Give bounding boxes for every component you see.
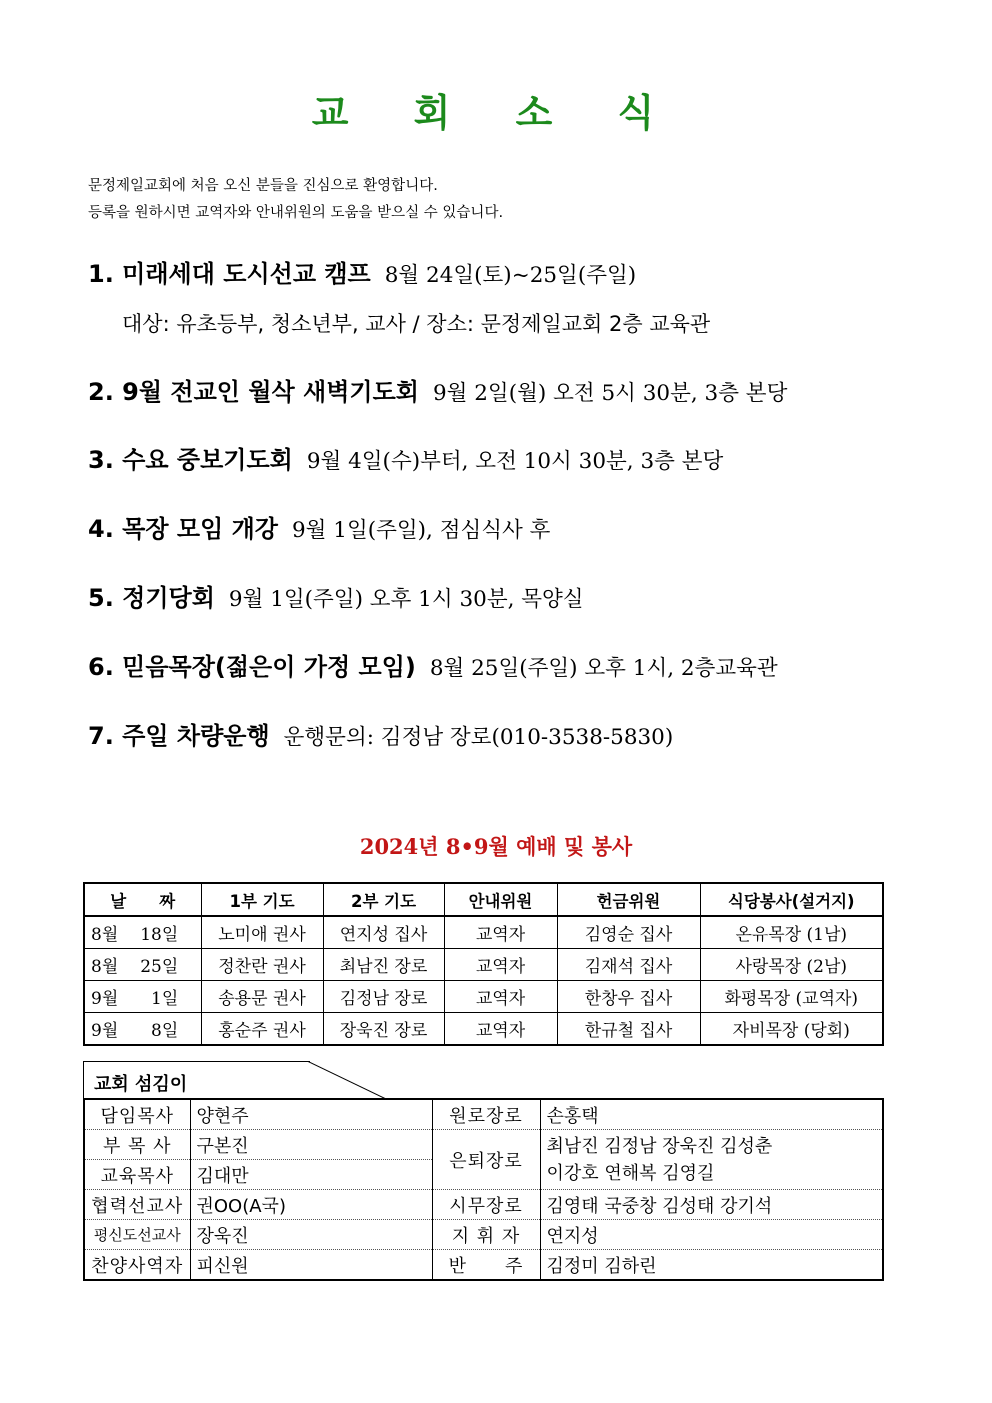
news-subline: 대상: 유초등부, 청소년부, 교사 / 장소: 문정제일교회 2층 교육관: [122, 312, 711, 336]
news-detail: 9월 4일(수)부터, 오전 10시 30분, 3층 본당: [306, 449, 724, 474]
news-item: [88, 578, 584, 613]
staff-name: 장욱진: [190, 1220, 432, 1250]
news-heading: 4. 목장 모임 개강: [88, 515, 278, 543]
news-item: [88, 509, 550, 544]
column-header: 헌금위원: [557, 883, 700, 916]
staff-name: 김영태 국중창 김성태 강기석: [540, 1190, 883, 1220]
column-header: 1부 기도: [201, 883, 323, 916]
kitchen-cell: 온유목장 (1남): [700, 916, 883, 949]
staff-role-label: 반 주: [432, 1250, 540, 1281]
prayer2-cell: 장욱진 장로: [323, 1013, 444, 1046]
news-item: [88, 372, 787, 407]
staff-name: 손홍택: [540, 1099, 883, 1130]
news-heading: 7. 주일 차량운행: [88, 722, 270, 750]
usher-cell: 교역자: [444, 949, 557, 981]
date-cell: 8월 25일: [84, 949, 201, 981]
staff-row: [84, 1220, 883, 1250]
news-heading: 2. 9월 전교인 월삭 새벽기도회: [88, 378, 419, 406]
staff-role-label: 부 목 사: [84, 1130, 190, 1160]
usher-cell: 교역자: [444, 1013, 557, 1046]
staff-name: 피신원: [190, 1250, 432, 1281]
prayer2-cell: 최남진 장로: [323, 949, 444, 981]
staff-heading: 교회 섬김이: [94, 1074, 188, 1095]
staff-name: 연지성: [540, 1220, 883, 1250]
news-detail: 8월 24일(토)~25일(주일): [384, 263, 637, 288]
staff-name: 권OO(A국): [190, 1190, 432, 1220]
news-detail: 8월 25일(주일) 오후 1시, 2층교육관: [429, 656, 778, 681]
prayer1-cell: 노미애 권사: [201, 916, 323, 949]
schedule-table: [83, 882, 884, 1046]
staff-role-label: 담임목사: [84, 1099, 190, 1130]
prayer2-cell: 연지성 집사: [323, 916, 444, 949]
column-header: 2부 기도: [323, 883, 444, 916]
news-item: [88, 647, 778, 682]
staff-name-line: 최남진 김정남 장욱진 김성춘: [546, 1135, 773, 1157]
staff-name: 김정미 김하린: [546, 1255, 657, 1277]
staff-name: 구본진: [190, 1130, 432, 1160]
staff-name: 김대만: [190, 1160, 432, 1190]
kitchen-cell: 사랑목장 (2남): [700, 949, 883, 981]
page-title: 교 회 소 식: [311, 91, 681, 135]
staff-table: [83, 1098, 884, 1281]
table-row: [84, 949, 883, 981]
staff-row: [84, 1190, 883, 1220]
schedule-title: 2024년 8•9월 예배 및 봉사: [359, 834, 633, 859]
staff-role-label: 시무장로: [432, 1190, 540, 1220]
staff-name: 양현주: [190, 1099, 432, 1130]
date-cell: 8월 18일: [84, 916, 201, 949]
kitchen-cell: 화평목장 (교역자): [700, 981, 883, 1013]
prayer1-cell: 정찬란 권사: [201, 949, 323, 981]
kitchen-cell: 자비목장 (당회): [700, 1013, 883, 1046]
news-detail: 9월 1일(주일), 점심식사 후: [292, 518, 551, 543]
staff-section-tab: [83, 1061, 310, 1098]
offering-cell: 김영순 집사: [557, 916, 700, 949]
news-heading: 1. 미래세대 도시선교 캠프: [88, 260, 371, 288]
staff-name-multiline: [540, 1130, 883, 1190]
table-row: [84, 981, 883, 1013]
offering-cell: 김재석 집사: [557, 949, 700, 981]
prayer2-cell: 김정남 장로: [323, 981, 444, 1013]
welcome-line: 문정제일교회에 처음 오신 분들을 진심으로 환영합니다.: [88, 178, 438, 194]
date-cell: 9월 8일: [84, 1013, 201, 1046]
news-heading: 3. 수요 중보기도회: [88, 446, 293, 474]
staff-role-label: 교육목사: [84, 1160, 190, 1190]
news-item: [88, 716, 673, 751]
news-heading: 5. 정기당회: [88, 584, 215, 612]
offering-cell: 한규철 집사: [557, 1013, 700, 1046]
column-header: 식당봉사(설거지): [700, 883, 883, 916]
news-detail: 9월 2일(월) 오전 5시 30분, 3층 본당: [432, 381, 788, 406]
date-cell: 9월 1일: [84, 981, 201, 1013]
news-item: [88, 254, 636, 289]
staff-role-label: 찬양사역자: [84, 1250, 190, 1281]
staff-role-label: 원로장로: [432, 1099, 540, 1130]
prayer1-cell: 송용문 권사: [201, 981, 323, 1013]
prayer1-cell: 홍순주 권사: [201, 1013, 323, 1046]
news-item: [88, 440, 723, 475]
offering-cell: 한창우 집사: [557, 981, 700, 1013]
news-heading: 6. 믿음목장(젊은이 가정 모임): [88, 653, 416, 681]
news-detail: 운행문의: 김정남 장로(010-3538-5830): [283, 725, 674, 750]
staff-row: [84, 1130, 883, 1160]
column-header: 날 짜: [84, 883, 201, 916]
staff-role-label: 지 휘 자: [432, 1220, 540, 1250]
table-row: [84, 916, 883, 949]
welcome-line: 등록을 원하시면 교역자와 안내위원의 도움을 받으실 수 있습니다.: [88, 205, 504, 221]
news-detail: 9월 1일(주일) 오후 1시 30분, 목양실: [228, 587, 584, 612]
table-row: [84, 1013, 883, 1046]
column-header: 안내위원: [444, 883, 557, 916]
staff-role-label: 평신도선교사: [84, 1220, 190, 1250]
staff-name-line: 이강호 연해복 김영길: [546, 1162, 715, 1184]
welcome-message: [88, 173, 503, 227]
tab-diagonal-line: [308, 1061, 388, 1101]
staff-row: [84, 1250, 883, 1281]
schedule-header-row: [84, 883, 883, 916]
usher-cell: 교역자: [444, 981, 557, 1013]
staff-row: [84, 1099, 883, 1130]
staff-role-label: 협력선교사: [84, 1190, 190, 1220]
usher-cell: 교역자: [444, 916, 557, 949]
staff-role-label: 은퇴장로: [432, 1130, 540, 1190]
